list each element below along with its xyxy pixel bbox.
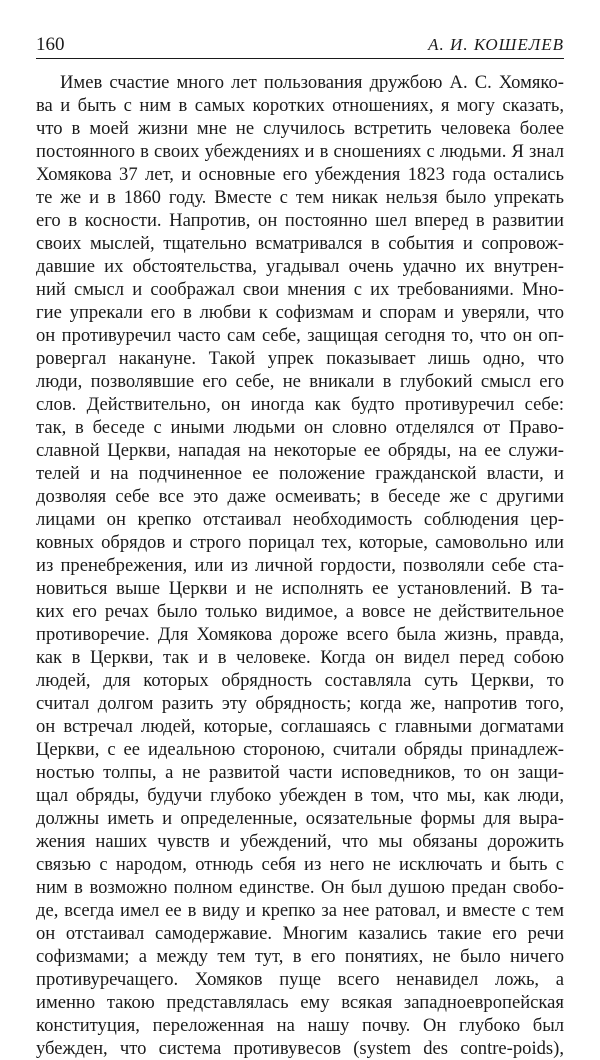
text-line: ним в возможно полном единстве. Он был душою предан свобо- [36, 877, 564, 898]
text-line: ковных обрядов и строго порицал тех, которые, самовольно или [36, 532, 564, 553]
text-line: противуречащего. Хомяков пуще всего ненавидел ложь, а [36, 969, 564, 990]
running-head [36, 34, 564, 58]
text-line: де, всегда имел ее в виду и крепко за нее ратовал, и вместе с тем [36, 900, 564, 921]
text-line: жения наших чувств и убеждений, что мы обязаны дорожить [36, 831, 564, 852]
text-line: ний смысл и соображал свои мнения с их требованиями. Мно- [36, 279, 564, 300]
text-line: как в Церкви, так и в человеке. Когда он видел перед собою [36, 647, 564, 668]
header-rule [36, 58, 564, 59]
text-line: он встречал людей, которые, соглашаясь с главными догматами [36, 716, 564, 737]
page-number: 160 [36, 34, 65, 55]
text-line: славной Церкви, нападая на некоторые ее обряды, на ее служи- [36, 440, 564, 461]
text-line: так, в беседе с иными людьми он словно отделялся от Право- [36, 417, 564, 438]
text-line: именно такою представлялась ему всякая западноевропейская [36, 992, 564, 1013]
text-line: дозволяя себе все это даже осмеивать; в беседе же с другими [36, 486, 564, 507]
text-line: он отстаивал самодержавие. Многим казались такие его речи [36, 923, 564, 944]
text-line: ровергал накануне. Такой упрек показывает лишь одно, что [36, 348, 564, 369]
text-line: люди, позволявшие его себе, не вникали в глубокий смысл его [36, 371, 564, 392]
text-line: гие упрекали его в любви к софизмам и спорам и уверяли, что [36, 302, 564, 323]
text-line: софизмами; а между тем тут, в его понятиях, не было ничего [36, 946, 564, 967]
text-line: противоречие. Для Хомякова дороже всего была жизнь, правда, [36, 624, 564, 645]
text-line: Церкви, с ее идеальною стороною, считали обряды принадлеж- [36, 739, 564, 760]
text-line: людей, для которых обрядность составляла суть Церкви, то [36, 670, 564, 691]
text-line: убежден, что система противувесов (system des contre-poids), [36, 1038, 564, 1059]
text-line: те же и в 1860 году. Вместе с тем никак нельзя было упрекать [36, 187, 564, 208]
text-line: что в моей жизни мне не случилось встретить человека более [36, 118, 564, 139]
running-head-author: А. И. КОШЕЛЕВ [428, 35, 564, 54]
text-line: лицами он крепко отстаивал необходимость соблюдения цер- [36, 509, 564, 530]
text-line: давшие их обстоятельства, угадывал очень удачно их внутрен- [36, 256, 564, 277]
text-line: он противуречил часто сам себе, защищая сегодня то, что он оп- [36, 325, 564, 346]
text-line: конституция, переложенная на нашу почву. Он глубоко был [36, 1015, 564, 1036]
text-line: ких его речах было только видимое, а вовсе не действительное [36, 601, 564, 622]
text-line: ва и быть с ним в самых коротких отношениях, я могу сказать, [36, 95, 564, 116]
text-line: щал обряды, будучи глубоко убежден в том, что мы, как люди, [36, 785, 564, 806]
text-line: Имев счастие много лет пользования дружбою А. С. Хомяко- [60, 72, 564, 93]
text-line: новиться выше Церкви и не исполнять ее установлений. В та- [36, 578, 564, 599]
text-line: должны иметь и определенные, осязательные формы для выра- [36, 808, 564, 829]
body-paragraph [36, 71, 564, 1060]
text-line: из пренебрежения, или из личной гордости, позволяли себе ста- [36, 555, 564, 576]
text-line: ностью толпы, а не развитой части исповедников, то он защи- [36, 762, 564, 783]
text-line: его в косности. Напротив, он постоянно шел вперед в развитии [36, 210, 564, 231]
text-line: постоянного в своих убеждениях и в сношениях с людьми. Я знал [36, 141, 564, 162]
text-line: своих мыслей, тщательно всматривался в события и сопровож- [36, 233, 564, 254]
text-line: телей и на подчиненное ее положение гражданской власти, и [36, 463, 564, 484]
text-line: Хомякова 37 лет, и основные его убеждения 1823 года остались [36, 164, 564, 185]
text-line: связью с народом, отнюдь себя из него не исключать и быть с [36, 854, 564, 875]
text-line: слов. Действительно, он иногда как будто противуречил себе: [36, 394, 564, 415]
text-line: считал долгом разить эту обрядность; когда же, напротив того, [36, 693, 564, 714]
